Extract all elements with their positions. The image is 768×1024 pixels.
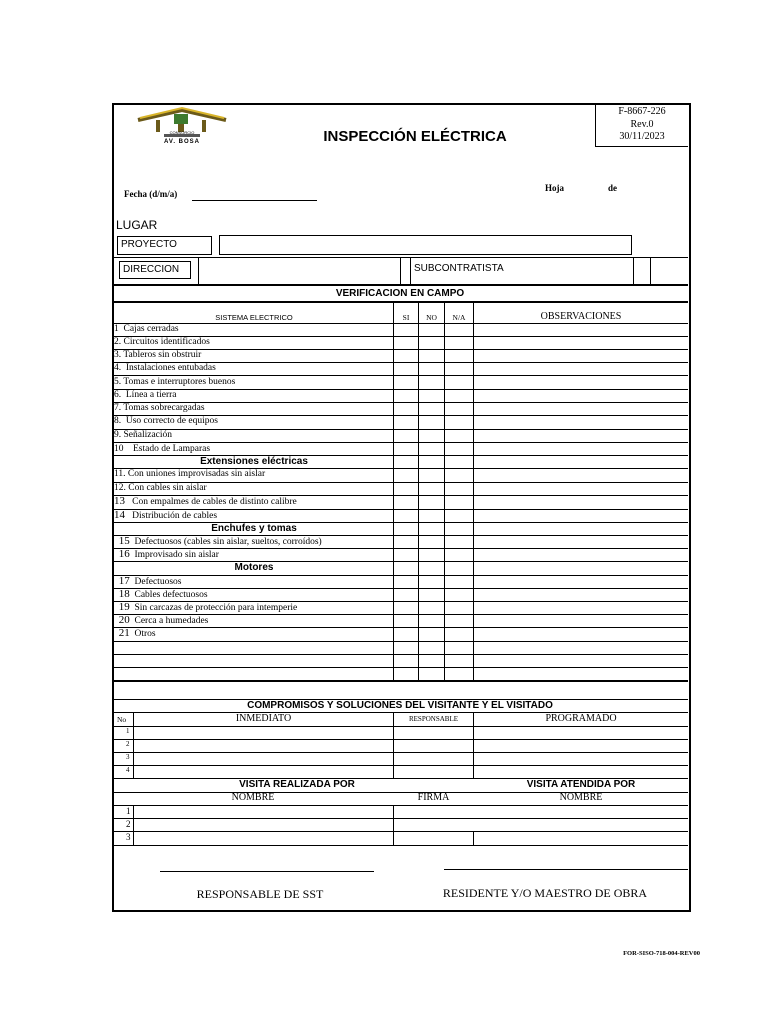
- signature-line-residente[interactable]: [444, 869, 688, 870]
- commitments-title: COMPROMISOS Y SOLUCIONES DEL VISITANTE Y EL VISITADO: [247, 700, 553, 711]
- col-nombre: NOMBRE: [231, 792, 275, 803]
- proyecto-label: PROYECTO: [121, 239, 177, 250]
- col-na: N/A: [452, 313, 466, 322]
- col-inmediato: INMEDIATO: [235, 713, 292, 724]
- form-date: 30/11/2023: [619, 131, 665, 142]
- verification-title: VERIFICACION EN CAMPO: [335, 288, 465, 299]
- list-item: 17 Defectuosos: [118, 575, 182, 587]
- list-item: 16 Improvisado sin aislar: [118, 548, 219, 560]
- list-item: 21 Otros: [118, 627, 156, 639]
- logo-text: AV. BOSA: [163, 139, 200, 145]
- signature-line-sst[interactable]: [160, 871, 374, 872]
- signature-residente-label: RESIDENTE Y/O MAESTRO DE OBRA: [442, 886, 648, 900]
- commit-row-num: 3: [126, 753, 130, 761]
- visit-row-num: 1: [126, 806, 131, 816]
- direccion-label: DIRECCION: [123, 264, 180, 275]
- list-item: 20 Cerca a humedades: [118, 614, 209, 626]
- col-firma: FIRMA: [417, 792, 450, 803]
- company-logo: [134, 106, 230, 148]
- visit-row-num: 2: [126, 819, 131, 829]
- list-item: 18 Cables defectuosos: [118, 588, 208, 600]
- col-no-commit: No: [117, 715, 127, 724]
- col-programado: PROGRAMADO: [545, 713, 617, 724]
- list-item: 9. Señalización: [114, 430, 173, 440]
- fecha-field[interactable]: [192, 200, 317, 201]
- list-item: 19 Sin carcazas de protección para intemperie: [118, 601, 298, 613]
- visit-row-num: 3: [126, 832, 131, 842]
- lugar-label: LUGAR: [116, 218, 158, 232]
- list-item: 5. Tomas e interruptores buenos: [114, 377, 236, 387]
- list-item: 4. Instalaciones entubadas: [114, 363, 216, 373]
- fecha-label: Fecha (d/m/a): [124, 189, 178, 199]
- section-extensiones: Extensiones eléctricas: [200, 456, 308, 467]
- col-sistema: SISTEMA ELECTRICO: [215, 313, 293, 322]
- commit-row-num: 1: [126, 727, 130, 735]
- section-enchufes: Enchufes y tomas: [211, 523, 297, 534]
- visita-atendida-label: VISITA ATENDIDA POR: [526, 779, 636, 790]
- list-item: 15 Defectuosos (cables sin aislar, sueltos, corroídos): [118, 535, 322, 547]
- logo-small-text: CONSORCIO: [169, 130, 195, 135]
- list-item: 12. Con cables sin aislar: [114, 483, 207, 493]
- list-item: 14 Distribución de cables: [114, 509, 218, 521]
- commit-row-num: 2: [126, 740, 130, 748]
- direccion-label-box: [119, 261, 191, 279]
- list-item: 13 Con empalmes de cables de distinto calibre: [114, 495, 297, 507]
- section-motores: Motores: [234, 562, 274, 573]
- proyecto-label-box: [117, 236, 212, 255]
- list-item: 8. Uso correcto de equipos: [114, 416, 218, 426]
- form-code: F-8667-226: [618, 106, 666, 117]
- commit-row-num: 4: [126, 766, 130, 774]
- form-title: INSPECCIÓN ELÉCTRICA: [323, 128, 507, 145]
- footer-code: FOR-SISO-718-004-REV00: [623, 950, 700, 957]
- subcontratista-field[interactable]: [510, 259, 630, 283]
- col-nombre-atendida: NOMBRE: [559, 792, 603, 803]
- list-item: 11. Con uniones improvisadas sin aislar: [114, 469, 266, 479]
- visita-realizada-label: VISITA REALIZADA POR: [239, 779, 355, 790]
- col-observaciones: OBSERVACIONES: [540, 311, 622, 322]
- form-revision: Rev.0: [630, 119, 654, 130]
- list-item: 6. Línea a tierra: [114, 390, 177, 400]
- proyecto-field[interactable]: [219, 235, 632, 255]
- col-responsable: RESPONSABLE: [408, 715, 458, 723]
- subcontratista-label: SUBCONTRATISTA: [414, 263, 504, 274]
- list-item: 2. Circuitos identificados: [114, 337, 210, 347]
- hoja-label: Hoja: [545, 183, 564, 193]
- direccion-field[interactable]: [200, 259, 396, 283]
- de-label: de: [608, 183, 617, 193]
- list-item: 1 Cajas cerradas: [114, 324, 179, 334]
- col-si: SI: [402, 313, 410, 322]
- list-item: 10 Estado de Lamparas: [114, 444, 211, 454]
- list-item: 3. Tableros sin obstruir: [114, 350, 202, 360]
- signature-sst-label: RESPONSABLE DE SST: [196, 887, 324, 901]
- col-no: NO: [426, 313, 437, 322]
- list-item: 7. Tomas sobrecargadas: [114, 403, 205, 413]
